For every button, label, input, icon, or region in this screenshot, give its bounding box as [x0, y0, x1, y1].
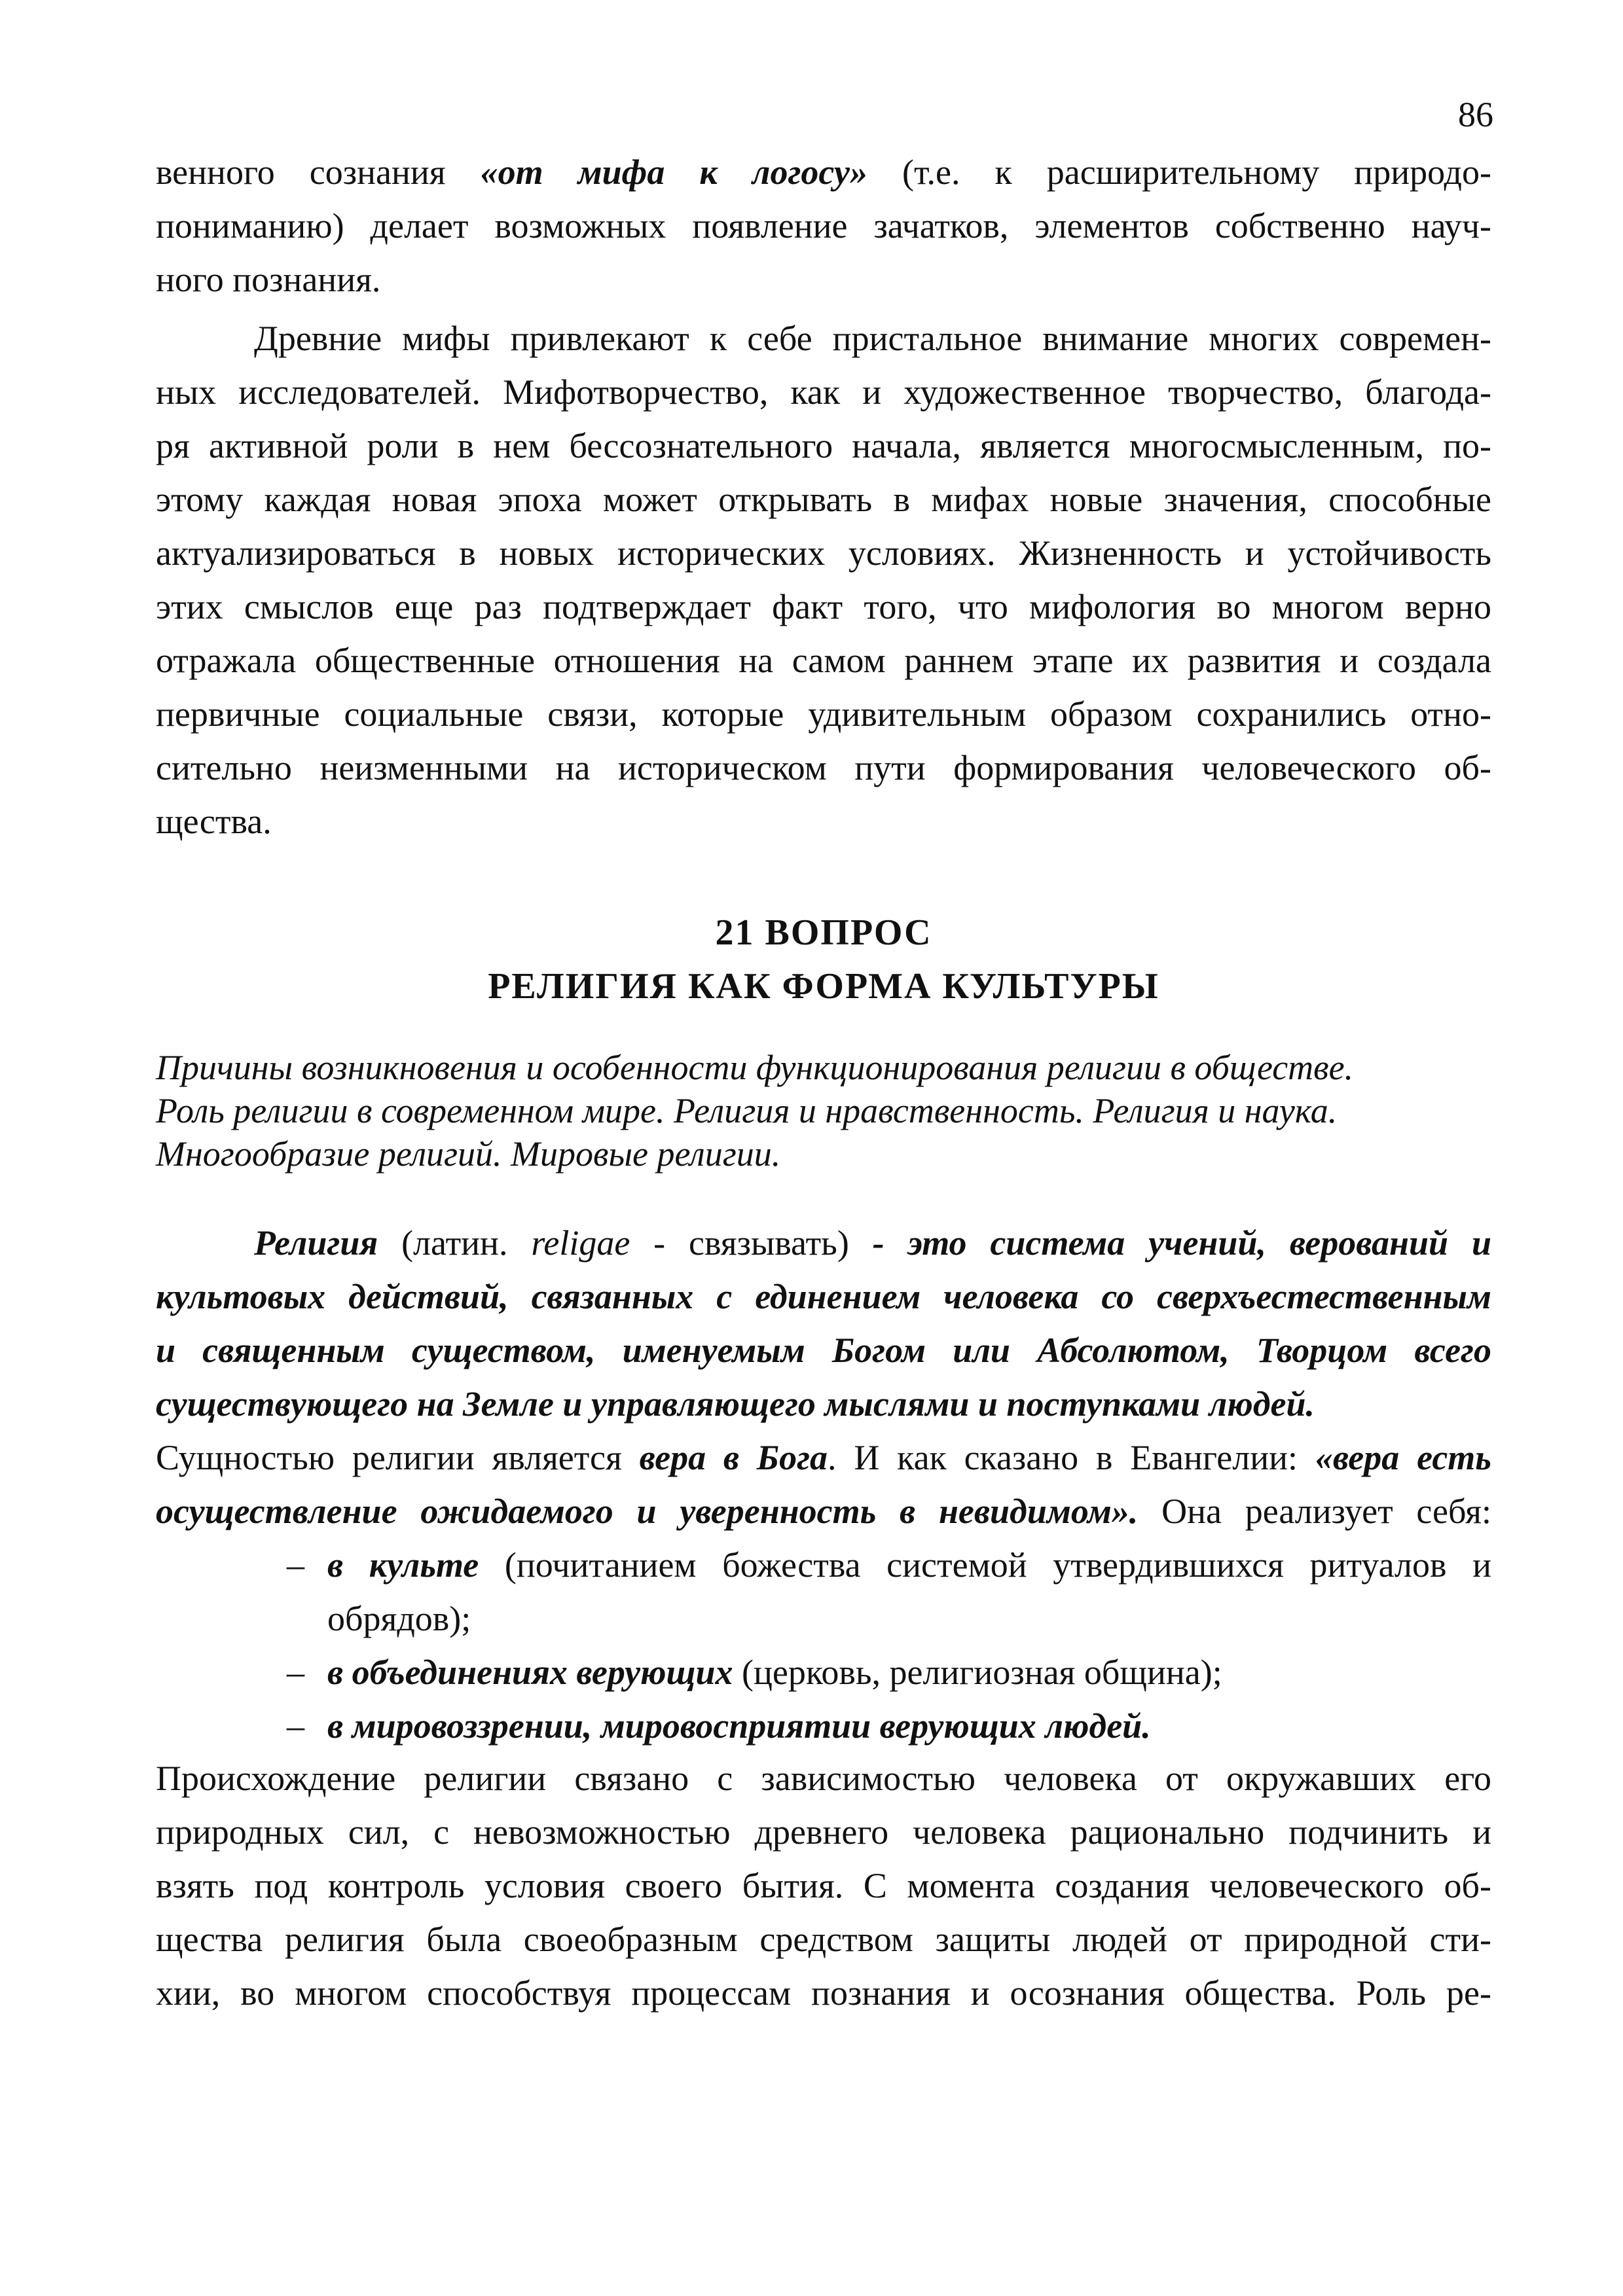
text-line: ря активной роли в нем бессознательного начала, является многосмысленным, по- — [156, 426, 1491, 465]
text-line: ного познания. — [156, 260, 381, 299]
text-line: хии, во многом способствуя процессам познания и осознания общества. Роль ре- — [156, 1973, 1491, 2013]
text-line: существующего на Земле и управляющего мыслями и поступками людей. — [156, 1384, 1315, 1424]
topics-line: Многообразие религий. Мировые религии. — [156, 1134, 781, 1174]
page-number: 86 — [1458, 95, 1493, 134]
text-line: актуализироваться в новых исторических условиях. Жизненность и устойчивость — [156, 533, 1491, 573]
dash-bullet: – — [287, 1545, 304, 1585]
text-line: Сущностью религии является вера в Бога. И как сказано в Евангелии: «вера есть — [156, 1438, 1491, 1477]
text-line: щества. — [156, 802, 272, 841]
list-item: – в мировоззрении, мировосприятии верующих людей. — [287, 1699, 1491, 1753]
section-topics — [156, 1046, 1491, 1175]
text-line: и священным существом, именуемым Богом или Абсолютом, Творцом всего — [156, 1331, 1491, 1370]
text-line: пониманию) делает возможных появление зачатков, элементов собственно науч- — [156, 206, 1491, 245]
defined-term: Религия — [254, 1223, 378, 1263]
dash-bullet: – — [287, 1653, 304, 1692]
topics-line: Причины возникновения и особенности функционирования религии в обществе. — [156, 1048, 1354, 1087]
text-line: венного сознания «от мифа к логосу» (т.е. к расширительному природо- — [156, 152, 1491, 192]
text-line: ных исследователей. Мифотворчество, как и художественное творчество, благода- — [156, 372, 1491, 412]
topics-line: Роль религии в современном мире. Религия и нравственность. Религия и наука. — [156, 1091, 1338, 1130]
text-line: первичные социальные связи, которые удивительным образом сохранились отно- — [156, 694, 1491, 734]
text-line: Древние мифы привлекают к себе пристальное внимание многих современ- — [254, 319, 1491, 358]
paragraph-origin — [156, 1751, 1491, 2020]
list-item: – в культе (почитанием божества системой утвердившихся ритуалов и обрядов); — [287, 1538, 1491, 1645]
text-line: отражала общественные отношения на самом раннем этапе их развития и создала — [156, 641, 1491, 680]
text-line: взять под контроль условия своего бытия. С момента создания человеческого об- — [156, 1866, 1491, 1905]
text-line: Религия (латин. religae - связывать) - это система учений, верований и — [254, 1223, 1491, 1263]
text-line: этому каждая новая эпоха может открывать в мифах новые значения, способные — [156, 480, 1491, 519]
emphasis: «от мифа к логосу» — [480, 152, 867, 192]
manifestation-list — [287, 1538, 1491, 1753]
dash-bullet: – — [287, 1706, 304, 1746]
paragraph-continuation — [156, 145, 1491, 306]
text-line: осуществление ожидаемого и уверенность в невидимом». Она реализует себя: — [156, 1492, 1491, 1531]
text-line: Происхождение религии связано с зависимостью человека от окружавших его — [156, 1759, 1491, 1798]
text-line: щества религия была своеобразным средством защиты людей от природной сти- — [156, 1920, 1491, 1959]
paragraph-definition — [156, 1216, 1491, 1538]
paragraph-myths — [156, 312, 1491, 848]
section-title: РЕЛИГИЯ КАК ФОРМА КУЛЬТУРЫ — [488, 966, 1159, 1007]
text-line: природных сил, с невозможностью древнего человека рационально подчинить и — [156, 1812, 1491, 1852]
list-item: – в объединениях верующих (церковь, религиозная община); — [287, 1645, 1491, 1699]
section-heading — [156, 906, 1491, 1013]
text-line: культовых действий, связанных с единением человека со сверхъестественным — [156, 1277, 1491, 1316]
text-line: этих смыслов еще раз подтверждает факт того, что мифология во многом верно — [156, 587, 1491, 626]
section-number: 21 ВОПРОС — [715, 912, 932, 953]
text-line: сительно неизменными на историческом пути формирования человеческого об- — [156, 748, 1491, 787]
